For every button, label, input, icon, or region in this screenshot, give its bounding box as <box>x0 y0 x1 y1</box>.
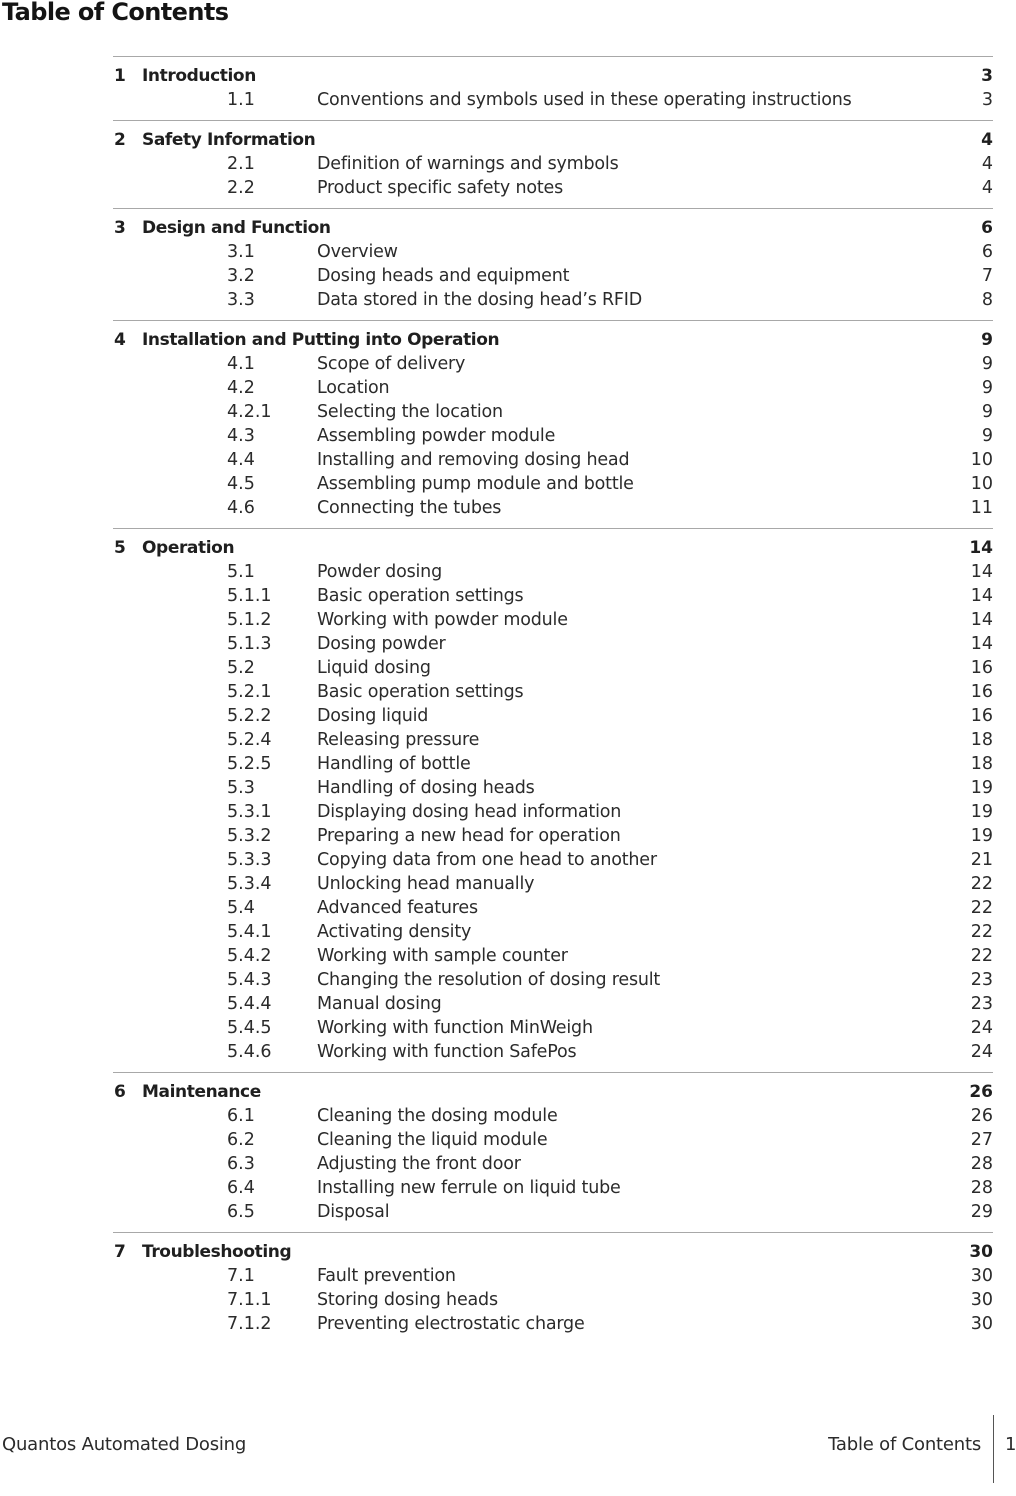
toc-entry[interactable] <box>113 1104 993 1128</box>
entry-page-number: 11 <box>970 498 993 518</box>
entry-number: 5.3 <box>227 778 255 798</box>
toc-entry[interactable] <box>113 992 993 1016</box>
toc-section <box>113 528 993 1072</box>
section-number: 1 <box>114 66 126 86</box>
section-title: Introduction <box>142 66 256 86</box>
footer-section-name: Table of Contents <box>828 1434 981 1455</box>
toc-entry[interactable] <box>113 1128 993 1152</box>
toc-entry[interactable] <box>113 1312 993 1336</box>
page-title: Table of Contents <box>2 0 229 26</box>
toc-section <box>113 1072 993 1232</box>
section-title: Design and Function <box>142 218 331 238</box>
toc-entry[interactable] <box>113 968 993 992</box>
entry-title: Cleaning the liquid module <box>317 1130 548 1150</box>
entry-page-number: 18 <box>970 730 993 750</box>
entry-title: Handling of bottle <box>317 754 471 774</box>
section-title: Operation <box>142 538 235 558</box>
toc-section-heading[interactable] <box>113 216 993 240</box>
toc-entry[interactable] <box>113 1288 993 1312</box>
entry-number: 5.4.5 <box>227 1018 272 1038</box>
entry-page-number: 24 <box>970 1018 993 1038</box>
table-of-contents <box>113 56 993 1344</box>
toc-section-heading[interactable] <box>113 128 993 152</box>
toc-section <box>113 1232 993 1344</box>
entry-page-number: 21 <box>970 850 993 870</box>
section-number: 3 <box>114 218 126 238</box>
toc-entry[interactable] <box>113 944 993 968</box>
entry-page-number: 30 <box>970 1314 993 1334</box>
entry-number: 6.1 <box>227 1106 255 1126</box>
section-page-number: 3 <box>981 66 993 86</box>
toc-entry[interactable] <box>113 1264 993 1288</box>
entry-title: Activating density <box>317 922 472 942</box>
toc-entry[interactable] <box>113 584 993 608</box>
section-page-number: 26 <box>969 1082 993 1102</box>
entry-page-number: 4 <box>981 154 993 174</box>
entry-number: 7.1.2 <box>227 1314 272 1334</box>
entry-title: Displaying dosing head information <box>317 802 622 822</box>
entry-title: Working with sample counter <box>317 946 568 966</box>
entry-number: 2.2 <box>227 178 255 198</box>
toc-section-heading[interactable] <box>113 1240 993 1264</box>
entry-title: Conventions and symbols used in these operating instructions <box>317 90 852 110</box>
entry-title: Basic operation settings <box>317 586 524 606</box>
toc-entry[interactable] <box>113 920 993 944</box>
entry-title: Overview <box>317 242 398 262</box>
entry-title: Changing the resolution of dosing result <box>317 970 661 990</box>
entry-page-number: 16 <box>970 658 993 678</box>
entry-page-number: 23 <box>970 994 993 1014</box>
entry-title: Advanced features <box>317 898 478 918</box>
toc-entry[interactable] <box>113 240 993 264</box>
entry-number: 5.4.4 <box>227 994 272 1014</box>
toc-entry[interactable] <box>113 896 993 920</box>
toc-entry[interactable] <box>113 1016 993 1040</box>
entry-title: Fault prevention <box>317 1266 456 1286</box>
footer-document-name: Quantos Automated Dosing <box>2 1434 247 1455</box>
toc-entry[interactable] <box>113 496 993 520</box>
entry-page-number: 8 <box>981 290 993 310</box>
footer-divider <box>993 1415 994 1483</box>
entry-title: Preventing electrostatic charge <box>317 1314 585 1334</box>
entry-title: Dosing heads and equipment <box>317 266 570 286</box>
entry-page-number: 19 <box>970 826 993 846</box>
entry-number: 5.4.6 <box>227 1042 272 1062</box>
entry-number: 7.1 <box>227 1266 255 1286</box>
toc-entry[interactable] <box>113 472 993 496</box>
entry-title: Working with function MinWeigh <box>317 1018 593 1038</box>
entry-title: Working with powder module <box>317 610 568 630</box>
toc-entry[interactable] <box>113 176 993 200</box>
entry-page-number: 19 <box>970 778 993 798</box>
entry-page-number: 9 <box>981 354 993 374</box>
toc-entry[interactable] <box>113 88 993 112</box>
entry-page-number: 14 <box>970 562 993 582</box>
entry-number: 4.4 <box>227 450 255 470</box>
toc-entry[interactable] <box>113 872 993 896</box>
entry-number: 4.5 <box>227 474 255 494</box>
entry-title: Assembling pump module and bottle <box>317 474 634 494</box>
entry-page-number: 28 <box>970 1154 993 1174</box>
entry-title: Copying data from one head to another <box>317 850 657 870</box>
entry-page-number: 4 <box>981 178 993 198</box>
section-number: 2 <box>114 130 126 150</box>
entry-page-number: 26 <box>970 1106 993 1126</box>
entry-page-number: 22 <box>970 874 993 894</box>
toc-entry[interactable] <box>113 608 993 632</box>
entry-number: 6.4 <box>227 1178 255 1198</box>
entry-number: 5.3.2 <box>227 826 272 846</box>
entry-number: 5.3.4 <box>227 874 272 894</box>
entry-title: Disposal <box>317 1202 390 1222</box>
entry-number: 5.4.1 <box>227 922 272 942</box>
toc-section <box>113 56 993 120</box>
toc-entry[interactable] <box>113 448 993 472</box>
toc-entry[interactable] <box>113 704 993 728</box>
entry-title: Manual dosing <box>317 994 442 1014</box>
section-page-number: 4 <box>981 130 993 150</box>
entry-page-number: 16 <box>970 706 993 726</box>
section-page-number: 14 <box>969 538 993 558</box>
entry-page-number: 22 <box>970 898 993 918</box>
toc-entry[interactable] <box>113 152 993 176</box>
toc-entry[interactable] <box>113 376 993 400</box>
entry-page-number: 30 <box>970 1290 993 1310</box>
section-title: Installation and Putting into Operation <box>142 330 500 350</box>
entry-title: Selecting the location <box>317 402 503 422</box>
entry-title: Installing new ferrule on liquid tube <box>317 1178 621 1198</box>
entry-page-number: 10 <box>970 474 993 494</box>
entry-title: Location <box>317 378 390 398</box>
toc-entry[interactable] <box>113 264 993 288</box>
entry-title: Working with function SafePos <box>317 1042 577 1062</box>
entry-page-number: 7 <box>981 266 993 286</box>
entry-title: Data stored in the dosing head’s RFID <box>317 290 643 310</box>
entry-number: 5.1.3 <box>227 634 272 654</box>
toc-section-heading[interactable] <box>113 536 993 560</box>
entry-page-number: 16 <box>970 682 993 702</box>
toc-entry[interactable] <box>113 1152 993 1176</box>
section-page-number: 9 <box>981 330 993 350</box>
toc-section <box>113 120 993 208</box>
section-number: 4 <box>114 330 126 350</box>
entry-number: 5.3.1 <box>227 802 272 822</box>
toc-entry[interactable] <box>113 728 993 752</box>
section-page-number: 6 <box>981 218 993 238</box>
entry-page-number: 9 <box>981 378 993 398</box>
entry-page-number: 18 <box>970 754 993 774</box>
entry-number: 1.1 <box>227 90 255 110</box>
toc-entry[interactable] <box>113 632 993 656</box>
entry-page-number: 23 <box>970 970 993 990</box>
toc-entry[interactable] <box>113 1040 993 1064</box>
entry-title: Basic operation settings <box>317 682 524 702</box>
toc-entry[interactable] <box>113 560 993 584</box>
entry-number: 5.4.3 <box>227 970 272 990</box>
entry-number: 5.1.1 <box>227 586 272 606</box>
entry-number: 3.2 <box>227 266 255 286</box>
entry-title: Adjusting the front door <box>317 1154 521 1174</box>
entry-title: Scope of delivery <box>317 354 466 374</box>
toc-entry[interactable] <box>113 424 993 448</box>
entry-title: Liquid dosing <box>317 658 431 678</box>
entry-number: 4.2.1 <box>227 402 272 422</box>
toc-entry[interactable] <box>113 752 993 776</box>
entry-number: 3.1 <box>227 242 255 262</box>
section-number: 5 <box>114 538 126 558</box>
toc-entry[interactable] <box>113 776 993 800</box>
entry-page-number: 14 <box>970 586 993 606</box>
section-title: Maintenance <box>142 1082 261 1102</box>
entry-page-number: 9 <box>981 402 993 422</box>
toc-entry[interactable] <box>113 400 993 424</box>
entry-number: 5.4 <box>227 898 255 918</box>
entry-number: 5.2.1 <box>227 682 272 702</box>
entry-page-number: 9 <box>981 426 993 446</box>
entry-title: Preparing a new head for operation <box>317 826 621 846</box>
entry-page-number: 24 <box>970 1042 993 1062</box>
entry-number: 6.3 <box>227 1154 255 1174</box>
entry-page-number: 10 <box>970 450 993 470</box>
entry-page-number: 22 <box>970 946 993 966</box>
entry-title: Powder dosing <box>317 562 442 582</box>
entry-page-number: 14 <box>970 634 993 654</box>
entry-number: 5.4.2 <box>227 946 272 966</box>
entry-number: 7.1.1 <box>227 1290 272 1310</box>
toc-entry[interactable] <box>113 800 993 824</box>
entry-page-number: 29 <box>970 1202 993 1222</box>
entry-number: 5.3.3 <box>227 850 272 870</box>
entry-number: 5.2.4 <box>227 730 272 750</box>
section-number: 6 <box>114 1082 126 1102</box>
entry-title: Dosing liquid <box>317 706 429 726</box>
entry-title: Assembling powder module <box>317 426 556 446</box>
entry-title: Connecting the tubes <box>317 498 502 518</box>
section-page-number: 30 <box>969 1242 993 1262</box>
section-number: 7 <box>114 1242 126 1262</box>
toc-entry[interactable] <box>113 824 993 848</box>
toc-entry[interactable] <box>113 1176 993 1200</box>
toc-section-heading[interactable] <box>113 1080 993 1104</box>
entry-number: 4.6 <box>227 498 255 518</box>
entry-page-number: 22 <box>970 922 993 942</box>
entry-title: Unlocking head manually <box>317 874 535 894</box>
toc-entry[interactable] <box>113 680 993 704</box>
entry-number: 5.2.2 <box>227 706 272 726</box>
entry-number: 6.2 <box>227 1130 255 1150</box>
toc-section-heading[interactable] <box>113 328 993 352</box>
entry-page-number: 3 <box>981 90 993 110</box>
entry-title: Storing dosing heads <box>317 1290 498 1310</box>
entry-title: Definition of warnings and symbols <box>317 154 619 174</box>
entry-number: 5.2.5 <box>227 754 272 774</box>
toc-section <box>113 208 993 320</box>
toc-entry[interactable] <box>113 352 993 376</box>
entry-title: Product specific safety notes <box>317 178 563 198</box>
entry-title: Releasing pressure <box>317 730 480 750</box>
entry-page-number: 6 <box>981 242 993 262</box>
entry-title: Handling of dosing heads <box>317 778 535 798</box>
entry-number: 5.1 <box>227 562 255 582</box>
entry-number: 5.2 <box>227 658 255 678</box>
entry-number: 4.3 <box>227 426 255 446</box>
entry-number: 4.1 <box>227 354 255 374</box>
footer-page-number: 1 <box>1005 1434 1016 1455</box>
entry-number: 3.3 <box>227 290 255 310</box>
toc-entry[interactable] <box>113 1200 993 1224</box>
toc-entry[interactable] <box>113 288 993 312</box>
entry-title: Installing and removing dosing head <box>317 450 630 470</box>
toc-section-heading[interactable] <box>113 64 993 88</box>
toc-entry[interactable] <box>113 848 993 872</box>
entry-page-number: 30 <box>970 1266 993 1286</box>
entry-number: 2.1 <box>227 154 255 174</box>
entry-page-number: 27 <box>970 1130 993 1150</box>
entry-title: Cleaning the dosing module <box>317 1106 558 1126</box>
section-title: Troubleshooting <box>142 1242 292 1262</box>
entry-page-number: 19 <box>970 802 993 822</box>
entry-page-number: 28 <box>970 1178 993 1198</box>
entry-number: 6.5 <box>227 1202 255 1222</box>
toc-entry[interactable] <box>113 656 993 680</box>
entry-page-number: 14 <box>970 610 993 630</box>
entry-title: Dosing powder <box>317 634 446 654</box>
toc-section <box>113 320 993 528</box>
entry-number: 4.2 <box>227 378 255 398</box>
entry-number: 5.1.2 <box>227 610 272 630</box>
section-title: Safety Information <box>142 130 316 150</box>
